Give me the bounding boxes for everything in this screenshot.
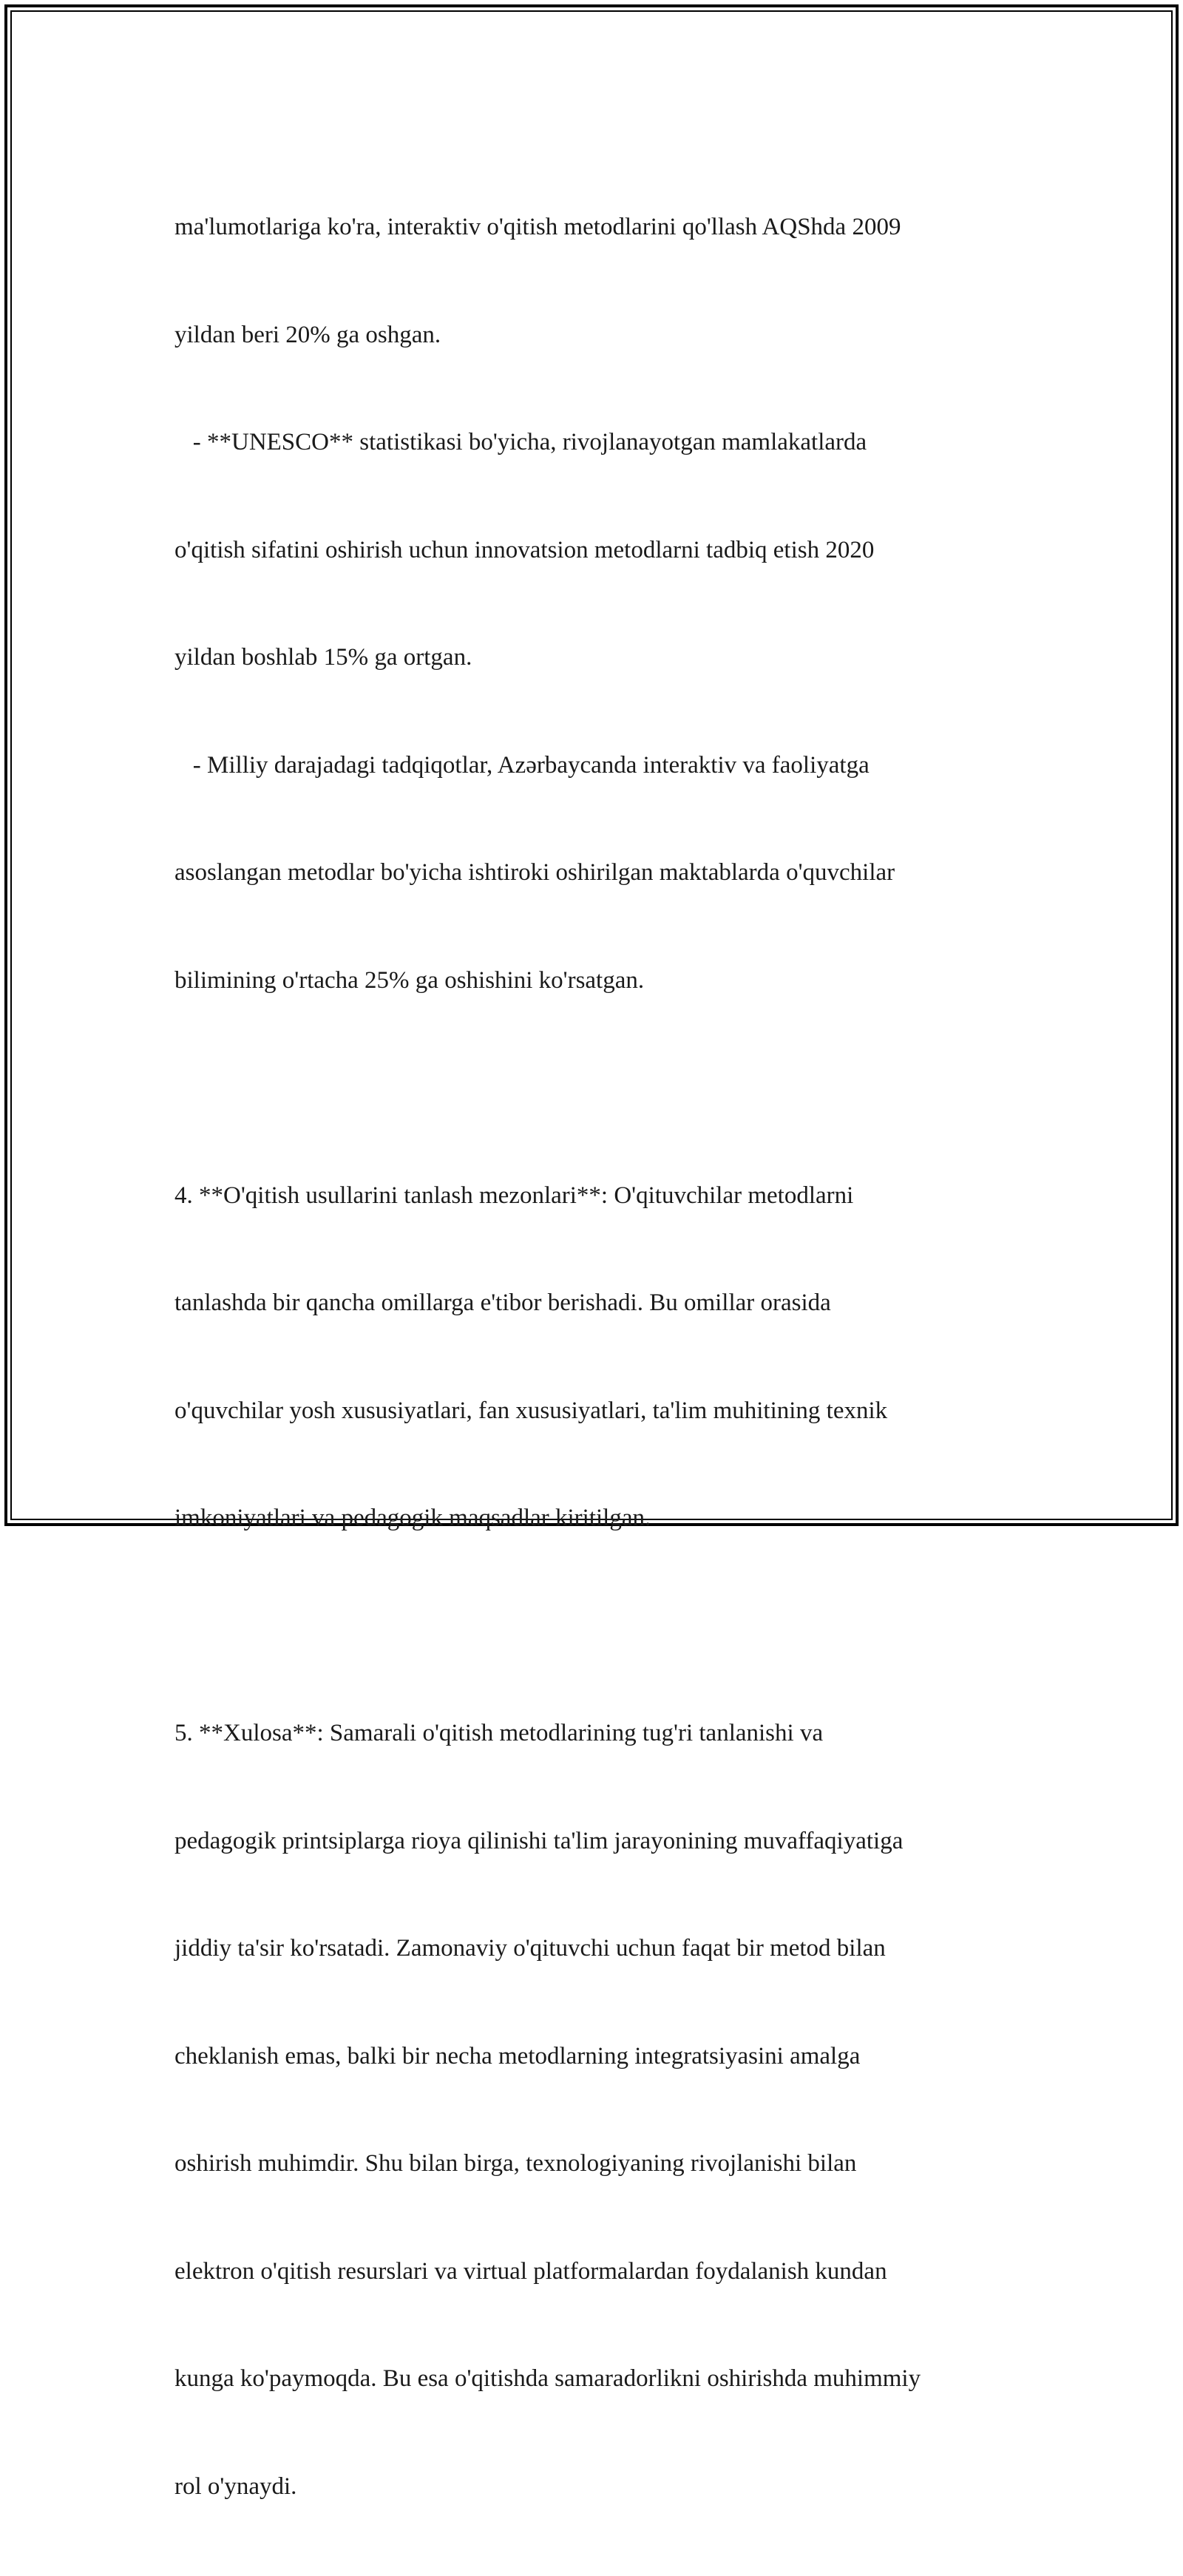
text-line: oshirish muhimdir. Shu bilan birga, texnologiyaning rivojlanishi bilan <box>174 2150 857 2177</box>
statistics-paragraph <box>174 138 1010 1070</box>
text-line: pedagogik printsiplarga rioya qilinishi ta'lim jarayonining muvaffaqiyatiga <box>174 1827 904 1854</box>
document-body <box>174 138 1010 2576</box>
text-line: asoslangan metodlar bo'yicha ishtiroki oshirilgan maktablarda o'quvchilar <box>174 859 895 886</box>
text-line: kunga ko'paymoqda. Bu esa o'qitishda samaradorlikni oshirishda muhimmiy <box>174 2365 921 2392</box>
selection-criteria-paragraph <box>174 1106 1010 1608</box>
text-line: - Milliy darajadagi tadqiqotlar, Azərbaycanda interaktiv va faoliyatga <box>174 751 870 779</box>
text-line: 5. **Xulosa**: Samarali o'qitish metodlarining tug'ri tanlanishi va <box>174 1720 824 1746</box>
text-line: bilimining o'rtacha 25% ga oshishini ko'rsatgan. <box>174 966 645 994</box>
conclusion-paragraph <box>174 1644 1010 2576</box>
text-line: rol o'ynaydi. <box>174 2472 297 2500</box>
text-line: - **UNESCO** statistikasi bo'yicha, rivojlanayotgan mamlakatlarda <box>174 429 867 455</box>
paragraph-gap <box>174 1070 1010 1106</box>
text-line: imkoniyatlari va pedagogik maqsadlar kiritilgan. <box>174 1505 651 1531</box>
text-line: tanlashda bir qancha omillarga e'tibor berishadi. Bu omillar orasida <box>174 1289 831 1316</box>
text-line: yildan beri 20% ga oshgan. <box>174 321 441 348</box>
text-line: elektron o'qitish resurslari va virtual platformalardan foydalanish kundan <box>174 2257 887 2285</box>
text-line: o'quvchilar yosh xususiyatlari, fan xususiyatlari, ta'lim muhitining texnik <box>174 1397 888 1424</box>
text-line: ma'lumotlariga ko'ra, interaktiv o'qitish metodlarini qo'llash AQShda 2009 <box>174 214 901 240</box>
text-line: yildan boshlab 15% ga ortgan. <box>174 644 472 671</box>
text-line: o'qitish sifatini oshirish uchun innovatsion metodlarni tadbiq etish 2020 <box>174 536 875 563</box>
paragraph-gap <box>174 1608 1010 1644</box>
text-line: cheklanish emas, balki bir necha metodlarning integratsiyasini amalga <box>174 2042 861 2070</box>
text-line: 4. **O'qitish usullarini tanlash mezonlari**: O'qituvchilar metodlarni <box>174 1182 854 1209</box>
text-line: jiddiy ta'sir ko'rsatadi. Zamonaviy o'qituvchi uchun faqat bir metod bilan <box>174 1935 886 1962</box>
